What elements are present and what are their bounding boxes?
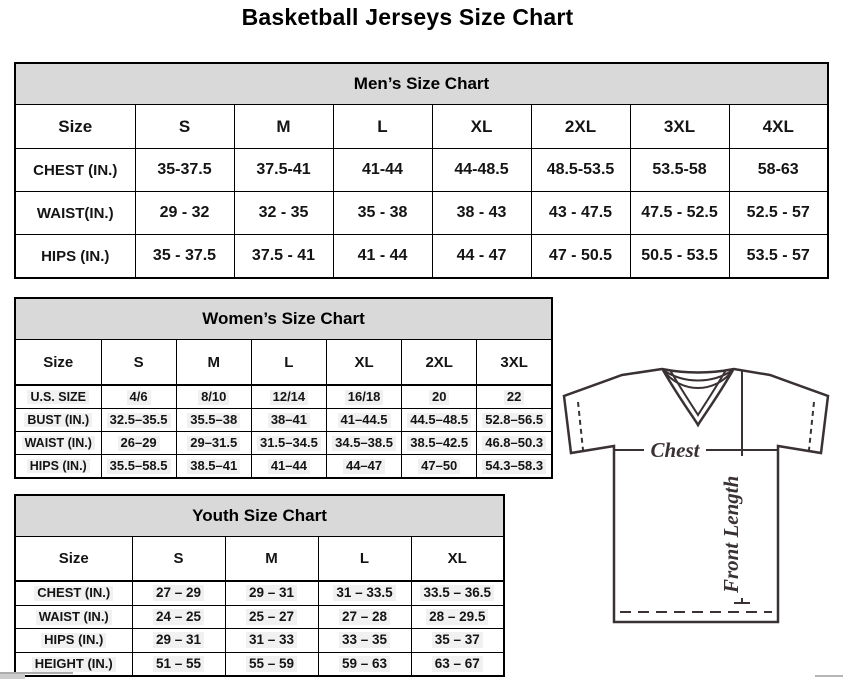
womens-chart-title: Women’s Size Chart [15,298,552,340]
measurement-cell: 51 – 55 [132,652,225,676]
row-label: U.S. SIZE [15,385,101,409]
measurement-cell: 35 - 37.5 [135,235,234,279]
mens-chart-col-xl: XL [432,105,531,149]
measurement-cell: 31 – 33.5 [318,581,411,605]
mens-chart-size-header: Size [15,105,135,149]
measurement-cell: 33 – 35 [318,629,411,653]
horizontal-scrollbar-fragment[interactable] [0,672,73,681]
womens-chart-col-m: M [176,340,251,386]
youth-chart-row [15,581,504,605]
measurement-cell: 35 – 37 [411,629,504,653]
youth-chart-row [15,629,504,653]
jersey-outline-group [564,369,828,622]
measurement-cell: 53.5-58 [630,149,729,192]
measurement-cell: 41–44.5 [326,409,401,432]
row-label: WAIST (IN.) [15,605,132,629]
measurement-cell: 41–44 [251,455,326,479]
youth-chart-row [15,652,504,676]
womens-chart-col-3xl: 3XL [477,340,552,386]
measurement-cell: 27 – 29 [132,581,225,605]
measurement-cell: 27 – 28 [318,605,411,629]
measurement-cell: 55 – 59 [225,652,318,676]
measurement-cell: 35 - 38 [333,192,432,235]
measurement-cell: 38.5–41 [176,455,251,479]
scrollbar-thumb[interactable] [0,674,25,679]
measurement-cell: 16/18 [326,385,401,409]
measurement-cell: 32 - 35 [234,192,333,235]
row-label: HEIGHT (IN.) [15,652,132,676]
mens-chart-col-4xl: 4XL [729,105,828,149]
measurement-cell: 33.5 – 36.5 [411,581,504,605]
womens-chart-col-2xl: 2XL [402,340,477,386]
mens-chart-row [15,192,828,235]
youth-chart-size-header: Size [15,537,132,582]
measurement-cell: 52.8–56.5 [477,409,552,432]
measurement-cell: 58-63 [729,149,828,192]
measurement-cell: 29 - 32 [135,192,234,235]
measurement-cell: 48.5-53.5 [531,149,630,192]
womens-chart-size-header: Size [15,340,101,386]
measurement-cell: 29 – 31 [225,581,318,605]
front-length-label: Front Length [719,475,743,593]
measurement-cell: 26–29 [101,432,176,455]
youth-size-chart-section [14,494,505,677]
measurement-cell: 41 - 44 [333,235,432,279]
measurement-cell: 46.8–50.3 [477,432,552,455]
measurement-cell: 28 – 29.5 [411,605,504,629]
youth-chart-title: Youth Size Chart [15,495,504,537]
measurement-cell: 47–50 [402,455,477,479]
measurement-cell: 59 – 63 [318,652,411,676]
mens-chart-row [15,235,828,279]
measurement-cell: 32.5–35.5 [101,409,176,432]
measurement-cell: 22 [477,385,552,409]
measurement-cell: 37.5 - 41 [234,235,333,279]
youth-chart-col-s: S [132,537,225,582]
mens-chart-col-3xl: 3XL [630,105,729,149]
measurement-cell: 25 – 27 [225,605,318,629]
measurement-cell: 38.5–42.5 [402,432,477,455]
measurement-cell: 31 – 33 [225,629,318,653]
measurement-cell: 44–47 [326,455,401,479]
measurement-cell: 29 – 31 [132,629,225,653]
row-label: WAIST(IN.) [15,192,135,235]
womens-size-chart-section [14,297,553,479]
mens-chart-col-m: M [234,105,333,149]
womens-chart-col-l: L [251,340,326,386]
measurement-cell: 50.5 - 53.5 [630,235,729,279]
measurement-cell: 31.5–34.5 [251,432,326,455]
row-label: HIPS (IN.) [15,455,101,479]
measurement-cell: 38–41 [251,409,326,432]
jersey-illustration [554,360,843,635]
youth-chart-col-l: L [318,537,411,582]
measurement-cell: 52.5 - 57 [729,192,828,235]
jersey-measurement-diagram [554,360,843,640]
measurement-cell: 29–31.5 [176,432,251,455]
measurement-cell: 63 – 67 [411,652,504,676]
measurement-cell: 44.5–48.5 [402,409,477,432]
measurement-cell: 44-48.5 [432,149,531,192]
measurement-cell: 43 - 47.5 [531,192,630,235]
measurement-cell: 8/10 [176,385,251,409]
page-title: Basketball Jerseys Size Chart [241,4,574,30]
measurement-cell: 4/6 [101,385,176,409]
mens-size-chart-section [14,62,829,279]
mens-chart-row [15,149,828,192]
mens-size-table [14,62,829,279]
womens-chart-row [15,409,552,432]
jersey-body-outline [564,369,828,622]
youth-chart-col-m: M [225,537,318,582]
youth-size-table [14,494,505,677]
mens-chart-col-l: L [333,105,432,149]
scrollbar-fragment-right[interactable] [815,675,843,677]
measurement-cell: 35.5–38 [176,409,251,432]
mens-chart-col-2xl: 2XL [531,105,630,149]
womens-chart-row [15,432,552,455]
mens-chart-title: Men’s Size Chart [15,63,828,105]
womens-chart-row [15,455,552,479]
measurement-cell: 35.5–58.5 [101,455,176,479]
womens-chart-col-s: S [101,340,176,386]
measurement-cell: 47 - 50.5 [531,235,630,279]
row-label: HIPS (IN.) [15,629,132,653]
row-label: HIPS (IN.) [15,235,135,279]
mens-chart-col-s: S [135,105,234,149]
measurement-cell: 35-37.5 [135,149,234,192]
measurement-cell: 38 - 43 [432,192,531,235]
measurement-cell: 37.5-41 [234,149,333,192]
measurement-cell: 34.5–38.5 [326,432,401,455]
womens-size-table [14,297,553,479]
row-label: CHEST (IN.) [15,581,132,605]
measurement-cell: 47.5 - 52.5 [630,192,729,235]
row-label: WAIST (IN.) [15,432,101,455]
youth-chart-col-xl: XL [411,537,504,582]
measurement-cell: 41-44 [333,149,432,192]
row-label: BUST (IN.) [15,409,101,432]
chest-label: Chest [650,438,700,462]
measurement-cell: 24 – 25 [132,605,225,629]
row-label: CHEST (IN.) [15,149,135,192]
womens-chart-row [15,385,552,409]
youth-chart-row [15,605,504,629]
measurement-cell: 54.3–58.3 [477,455,552,479]
measurement-cell: 20 [402,385,477,409]
measurement-cell: 12/14 [251,385,326,409]
measurement-cell: 53.5 - 57 [729,235,828,279]
womens-chart-col-xl: XL [326,340,401,386]
measurement-cell: 44 - 47 [432,235,531,279]
